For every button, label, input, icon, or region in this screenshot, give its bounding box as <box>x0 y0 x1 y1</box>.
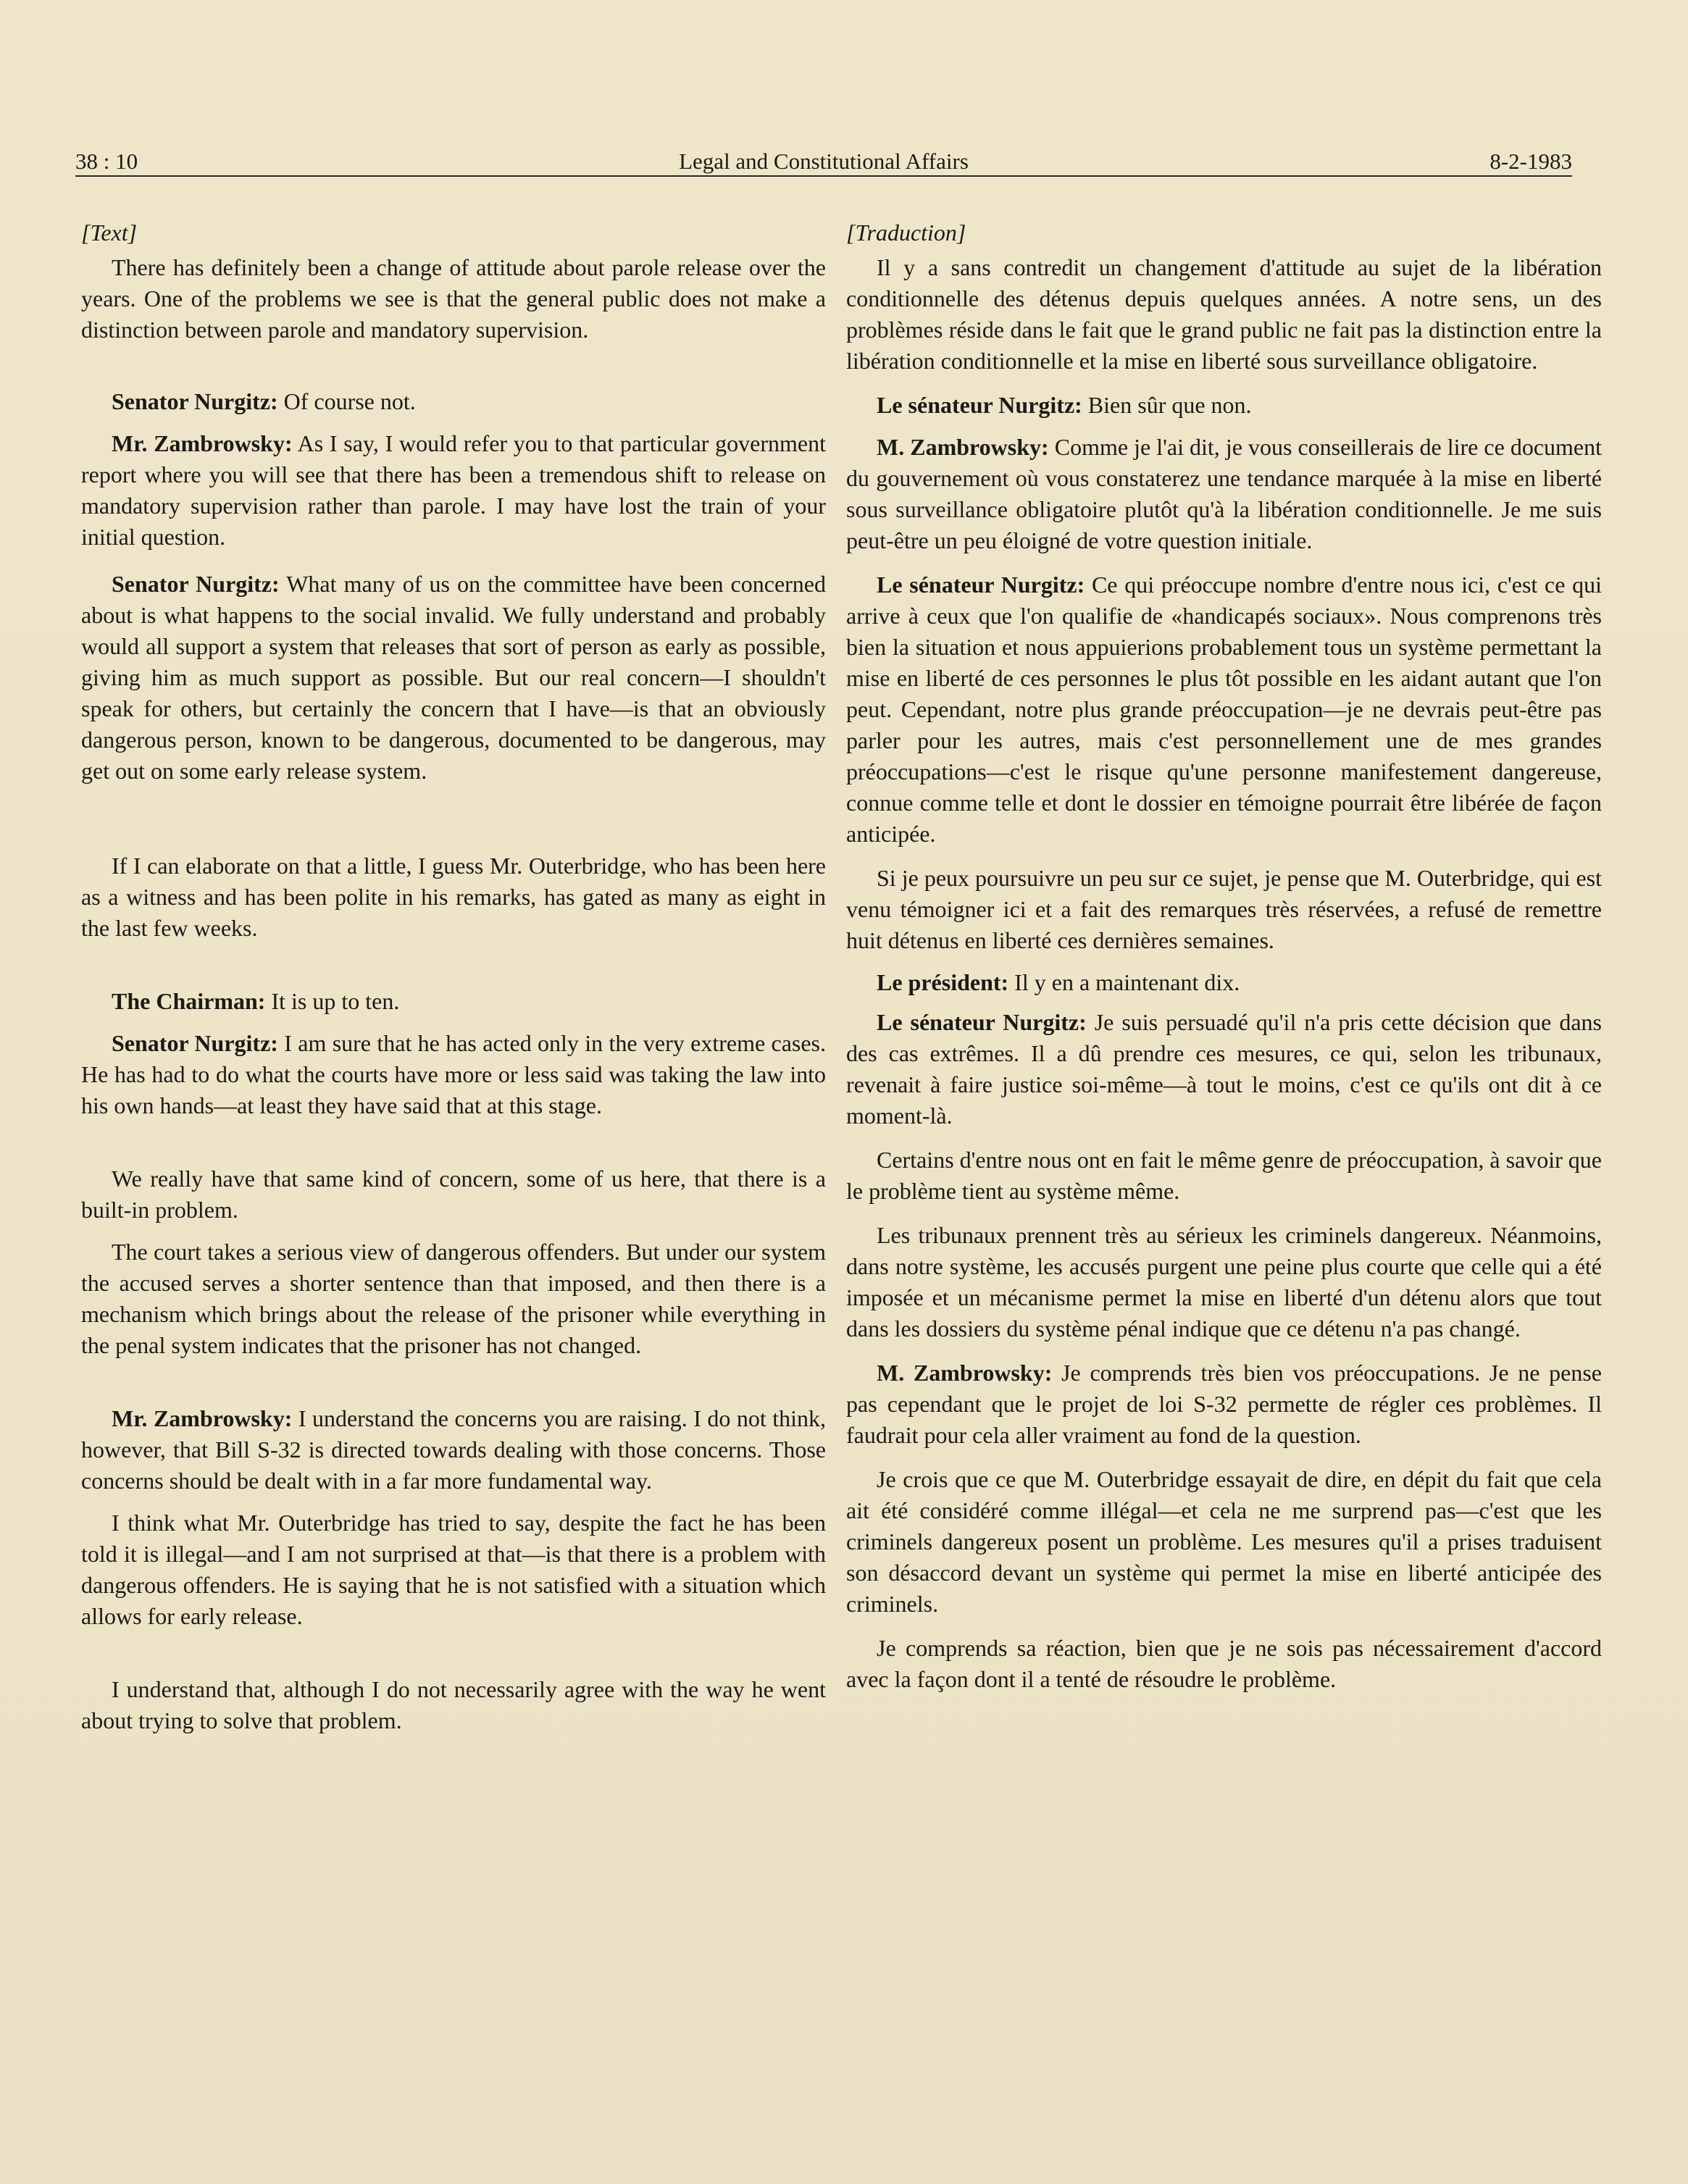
paragraph-text: As I say, I would refer you to that particular government report where you will see that there has been a tremendous shift to release on mandatory supervision rather than parole. I may have lost the train of your initial question. <box>81 430 827 550</box>
page-header <box>75 123 1572 180</box>
paragraph-en-2 <box>81 386 826 417</box>
paragraph-en-1 <box>81 252 826 346</box>
paragraph-en-3 <box>81 428 826 553</box>
paragraph-en-8 <box>81 1163 826 1226</box>
page-number: 38 : 10 <box>75 148 138 174</box>
paragraph-fr-9 <box>846 1220 1602 1344</box>
paragraph-text: Comme je l'ai dit, je vous conseillerais de lire ce document du gouvernement où vous constaterez une tendance marquée à la mise en liberté sous surveillance obligatoire plutôt qu'à la libération conditionnelle. Je me suis peut-être un peu éloigné de votre question initiale. <box>846 434 1603 553</box>
paragraph-text: Je crois que ce que M. Outerbridge essayait de dire, en dépit du fait que cela ait été considéré comme illégal—et cela ne me surprend pas—c'est que les criminels dangereux posent un problème. Les mesures qu'il a prises traduisent son désaccord devant un système qui permet la mise en liberté anticipée des criminels. <box>846 1466 1602 1617</box>
paragraph-text: Certains d'entre nous ont en fait le même genre de préoccupation, à savoir que le problème tient au système même. <box>846 1147 1602 1204</box>
english-column <box>81 217 826 1736</box>
paragraph-text: Ce qui préoccupe nombre d'entre nous ici, c'est ce qui arrive à ceux que l'on qualifie de «handicapés sociaux». Nous comprenons très bien la situation et nous appuierions probablement tous un système permettant la mise en liberté de ces personnes le plus tôt possible en les aidant autant que l'on peut. Cependant, notre plus grande préoccupation—je ne devrais peut-être pas parler pour les autres, mais c'est personnellement une de mes grandes préoccupations—c'est le risque qu'une personne manifestement dangereuse, connue comme telle et dont le dossier en témoigne pourrait être libérée de façon anticipée. <box>846 572 1603 847</box>
paragraph-en-12 <box>81 1674 826 1736</box>
paragraph-text: Si je peux poursuivre un peu sur ce sujet, je pense que M. Outerbridge, qui est venu témoigner ici et a fait des remarques très réservées, a refusé de remettre huit détenus en liberté ces dernières semaines. <box>846 865 1602 953</box>
text-section-marker: [Text] <box>81 219 138 246</box>
paragraph-text: Les tribunaux prennent très au sérieux les criminels dangereux. Néanmoins, dans notre système, les accusés purgent une peine plus courte que celle qui a été imposée et un mécanisme permet la mise en liberté d'un détenu alors que tout dans les dossiers du système pénal indique que ce détenu n'a pas changé. <box>846 1222 1602 1342</box>
paragraph-fr-4 <box>846 569 1602 850</box>
running-title: Legal and Constitutional Affairs <box>679 148 969 174</box>
paragraph-en-11 <box>81 1507 826 1632</box>
paragraph-fr-5 <box>846 863 1602 956</box>
paragraph-text: We really have that same kind of concern, some of us here, that there is a built-in problem. <box>81 1166 826 1223</box>
paragraph-text: Il y en a maintenant dix. <box>1008 969 1240 995</box>
paragraph-text: Bien sûr que non. <box>1082 392 1252 418</box>
paragraph-en-7 <box>81 1028 826 1121</box>
speaker-name: M. Zambrowsky: <box>877 1360 1053 1386</box>
speaker-name: The Chairman: <box>112 988 266 1014</box>
paragraph-text: What many of us on the committee have been concerned about is what happens to the social invalid. We fully understand and probably would all support a system that releases that sort of person as early as possible, giving him as much support as possible. But our real concern—I shouldn't speak for others, but certainly the concern that I have—is that an obviously dangerous person, known to be dangerous, documented to be dangerous, may get out on some early release system. <box>81 571 827 784</box>
paragraph-fr-6 <box>846 967 1602 998</box>
paragraph-text: I am sure that he has acted only in the very extreme cases. He has had to do what the courts have more or less said was taking the law into his own hands—at least they have said that at this stage. <box>81 1030 827 1118</box>
speaker-name: Le président: <box>877 969 1009 995</box>
paragraph-text: There has definitely been a change of attitude about parole release over the years. One of the problems we see is that the general public does not make a distinction between parole and mandatory supervision. <box>81 254 826 343</box>
paragraph-fr-3 <box>846 432 1602 556</box>
paragraph-fr-10 <box>846 1357 1602 1451</box>
header-rule <box>75 175 1572 177</box>
paragraph-en-6 <box>81 986 826 1017</box>
paragraph-text: Je comprends très bien vos préoccupations. Je ne pense pas cependant que le projet de loi S-32 permette de régler ces problèmes. Il faudrait pour cela aller vraiment au fond de la question. <box>846 1360 1603 1448</box>
paragraph-text: It is up to ten. <box>265 988 400 1014</box>
speaker-name: Le sénateur Nurgitz: <box>877 1009 1087 1035</box>
paragraph-fr-12 <box>846 1633 1602 1695</box>
paragraph-en-5 <box>81 850 826 944</box>
speaker-name: Mr. Zambrowsky: <box>112 430 293 456</box>
paragraph-text: Il y a sans contredit un changement d'attitude au sujet de la libération conditionnelle des détenus depuis quelques années. A notre sens, un des problèmes réside dans le fait que le grand public ne fait pas la distinction entre la libération conditionnelle et la mise en liberté sous surveillance obligatoire. <box>846 254 1602 374</box>
speaker-name: Senator Nurgitz: <box>112 1030 278 1056</box>
translation-section-marker: [Traduction] <box>846 219 966 246</box>
paragraph-text: Je suis persuadé qu'il n'a pris cette décision que dans des cas extrêmes. Il a dû prendre ces mesures, ce qui, selon les tribunaux, revenait à faire justice soi-même—à tout le moins, c'est ce qu'ils ont dit à ce moment-là. <box>846 1009 1602 1129</box>
speaker-name: M. Zambrowsky: <box>877 434 1049 460</box>
paragraph-text: I think what Mr. Outerbridge has tried to say, despite the fact he has been told it is illegal—and I am not surprised at that—is that there is a problem with dangerous offenders. He is saying that he is not satisfied with a situation which allows for early release. <box>81 1510 826 1629</box>
paragraph-text: Of course not. <box>277 388 416 414</box>
paragraph-text: The court takes a serious view of dangerous offenders. But under our system the accused serves a shorter sentence than that imposed, and then there is a mechanism which brings about the release of the prisoner while everything in the penal system indicates that the prisoner has not changed. <box>81 1239 826 1358</box>
speaker-name: Le sénateur Nurgitz: <box>877 572 1085 598</box>
paragraph-text: If I can elaborate on that a little, I guess Mr. Outerbridge, who has been here as a witness and has been polite in his remarks, has gated as many as eight in the last few weeks. <box>81 853 826 941</box>
paragraph-en-4 <box>81 569 826 787</box>
paragraph-text: I understand that, although I do not necessarily agree with the way he went about trying to solve that problem. <box>81 1676 826 1733</box>
speaker-name: Mr. Zambrowsky: <box>112 1405 293 1431</box>
paragraph-fr-8 <box>846 1145 1602 1207</box>
speaker-name: Le sénateur Nurgitz: <box>877 392 1082 418</box>
paragraph-fr-7 <box>846 1007 1602 1131</box>
paragraph-en-9 <box>81 1237 826 1361</box>
page-date: 8-2-1983 <box>1489 148 1572 174</box>
paragraph-text: Je comprends sa réaction, bien que je ne sois pas nécessairement d'accord avec la façon dont il a tenté de résoudre le problème. <box>846 1635 1602 1692</box>
paragraph-en-10 <box>81 1403 826 1497</box>
speaker-name: Senator Nurgitz: <box>112 388 278 414</box>
paragraph-fr-11 <box>846 1464 1602 1620</box>
paragraph-fr-2 <box>846 390 1602 421</box>
french-column <box>846 217 1602 1695</box>
paragraph-text: I understand the concerns you are raising. I do not think, however, that Bill S-32 is directed towards dealing with those concerns. Those concerns should be dealt with in a far more fundamental way. <box>81 1405 827 1494</box>
speaker-name: Senator Nurgitz: <box>112 571 280 597</box>
paragraph-fr-1 <box>846 252 1602 377</box>
